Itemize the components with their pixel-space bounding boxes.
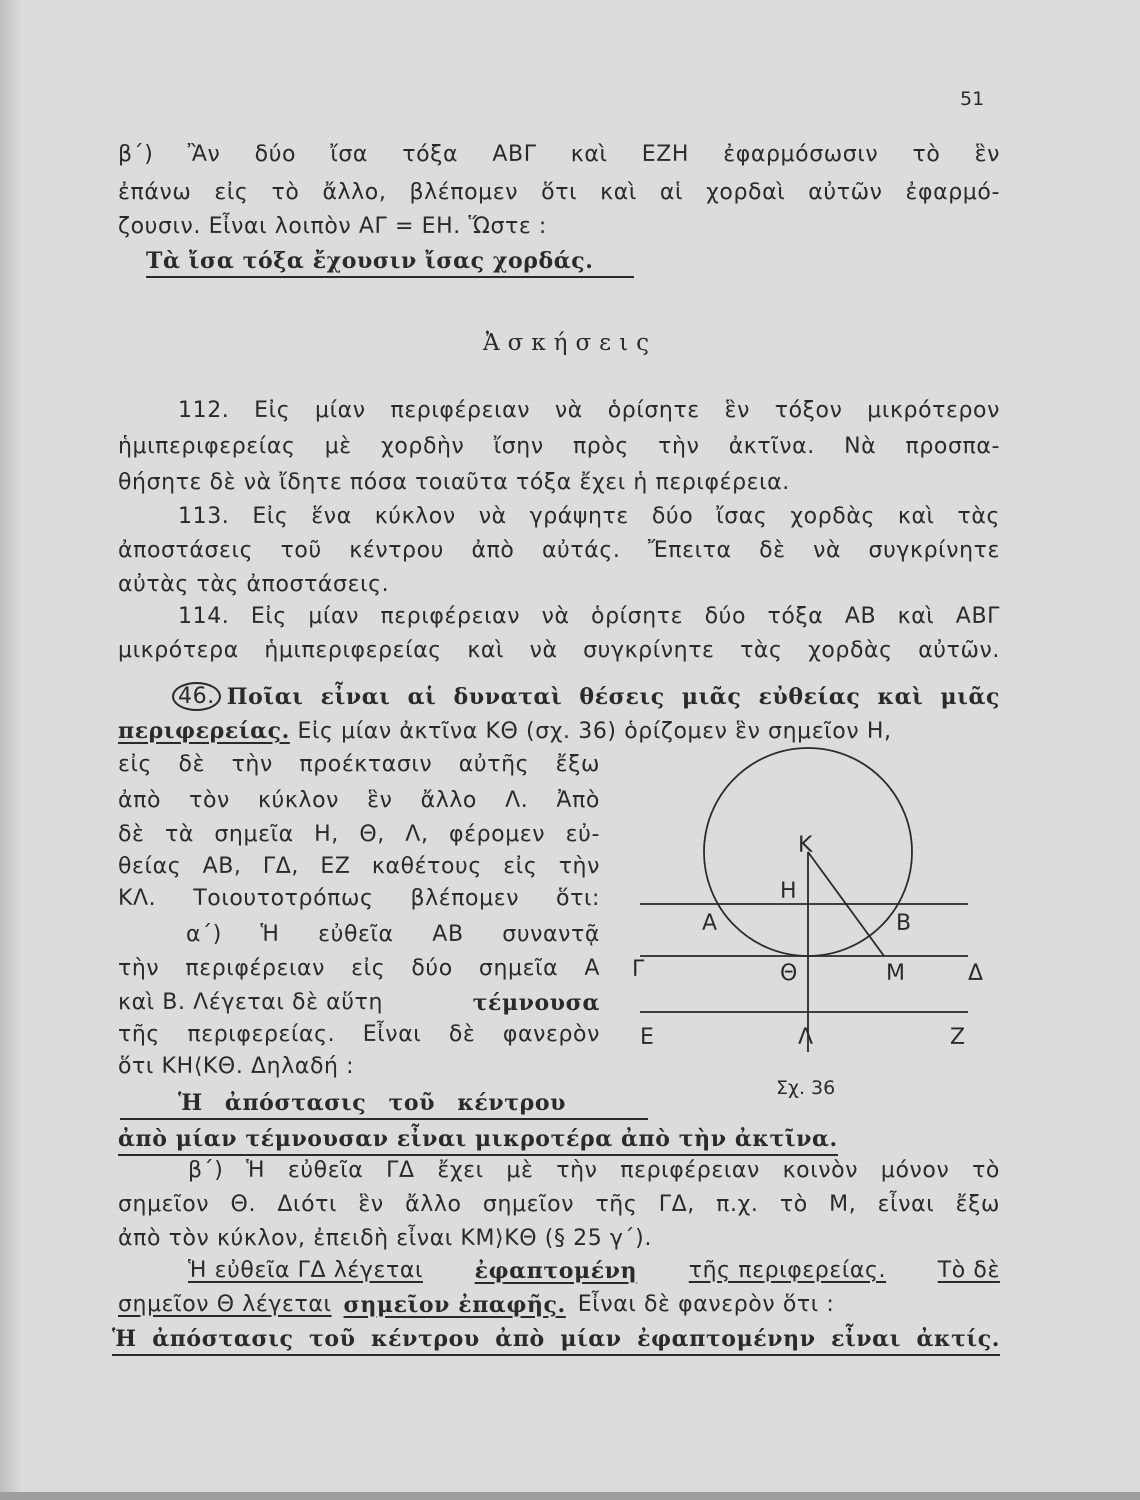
narrow-text-line: ἀπὸ τὸν κύκλον ἓν ἄλλο Λ. Ἀπὸ xyxy=(118,788,600,813)
label-H: Η xyxy=(780,879,797,904)
exercise-112-line: θήσητε δὲ νὰ ἴδητε πόσα τοιαῦτα τόξα ἔχει ἡ περιφέρεια. xyxy=(118,470,790,495)
text-segment: Τὸ δὲ xyxy=(937,1258,1000,1283)
page-edge-shadow xyxy=(0,0,22,1500)
section-46-title-text: Ποῖαι εἶναι αἱ δυναταὶ θέσεις μιᾶς εὐθείας καὶ μιᾶς xyxy=(226,683,1000,710)
label-B: Β xyxy=(896,911,912,936)
narrow-text-line: θείας ΑΒ, ΓΔ, ΕΖ καθέτους εἰς τὴν xyxy=(118,854,600,879)
section-number-46: 46. xyxy=(172,682,221,711)
rule-secant-distance: Ἡ ἀπόστασις τοῦ κέντρου xyxy=(120,1090,648,1120)
figure-caption: Σχ. 36 xyxy=(776,1077,836,1099)
narrow-text-line: τὴν περιφέρειαν εἰς δύο σημεῖα Α xyxy=(118,956,600,981)
exercise-114-line: μικρότερα ἡμιπεριφερείας καὶ νὰ συγκρίνητε τὰς χορδὰς αὐτῶν. xyxy=(118,638,1000,663)
narrow-text-line: ὅτι ΚΗ⟨ΚΘ. Δηλαδή : xyxy=(118,1054,355,1079)
term-point-of-contact: σημεῖον ἐπαφῆς. xyxy=(343,1292,566,1318)
exercise-113-line: 113. Εἰς ἕνα κύκλον νὰ γράψητε δύο ἴσας χορδὰς καὶ τὰς xyxy=(178,504,1000,529)
rule-secant-distance-cont: ἀπὸ μίαν τέμνουσαν εἶναι μικροτέρα ἀπὸ τὴν ἀκτῖνα. xyxy=(118,1126,838,1156)
section-heading-exercises: Ἀσκήσεις xyxy=(483,330,657,356)
section-46-text: Εἰς μίαν ἀκτῖνα ΚΘ (σχ. 36) ὁρίζομεν ἓν σημεῖον Η, xyxy=(297,719,892,744)
scan-bottom-edge xyxy=(0,1492,1140,1500)
term-secant: τέμνουσα xyxy=(472,990,600,1016)
exercise-112-line: 112. Εἰς μίαν περιφέρειαν νὰ ὁρίσητε ἓν τόξον μικρότερον xyxy=(178,398,1000,423)
beta-line: σημεῖον Θ. Διότι ἓν ἄλλο σημεῖον τῆς ΓΔ, π.χ. τὸ Μ, εἶναι ἔξω xyxy=(118,1192,1000,1217)
narrow-text-line: δὲ τὰ σημεῖα Η, Θ, Λ, φέρομεν εὐ- xyxy=(118,822,600,847)
narrow-text-line: τῆς περιφερείας. Εἶναι δὲ φανερὸν xyxy=(118,1022,600,1047)
narrow-text-line xyxy=(118,990,600,1016)
rule-tangent-distance: Ἡ ἀπόστασις τοῦ κέντρου ἀπὸ μίαν ἐφαπτομένην εἶναι ἀκτίς. xyxy=(112,1326,1000,1356)
exercise-113-line: αὐτὰς τὰς ἀποστάσεις. xyxy=(118,572,390,597)
text-line: β΄) Ἂν δύο ἴσα τόξα ΑΒΓ καὶ ΕΖΗ ἐφαρμόσωσιν τὸ ἓν xyxy=(118,142,1000,167)
exercise-114-line: 114. Εἰς μίαν περιφέρειαν νὰ ὁρίσητε δύο τόξα ΑΒ καὶ ΑΒΓ xyxy=(178,604,1000,629)
text-segment: τῆς περιφερείας. xyxy=(688,1258,887,1283)
tangent-line-2 xyxy=(118,1292,1000,1318)
tangent-line xyxy=(188,1258,1000,1284)
beta-line: β΄) Ἡ εὐθεῖα ΓΔ ἔχει μὲ τὴν περιφέρειαν κοινὸν μόνον τὸ xyxy=(188,1158,1000,1183)
label-Z: Ζ xyxy=(950,1025,966,1050)
text-line: ζουσιν. Εἶναι λοιπὸν ΑΓ = ΕΗ. Ὥστε : xyxy=(118,214,547,239)
label-G: Γ xyxy=(632,957,645,982)
section-46-title xyxy=(172,682,1000,711)
text-segment: Εἶναι δὲ φανερὸν ὅτι : xyxy=(577,1292,835,1317)
term-tangent: ἐφαπτομένη xyxy=(474,1258,638,1284)
exercise-113-line: ἀποστάσεις τοῦ κέντρου ἀπὸ αὐτάς. Ἔπειτα δὲ νὰ συγκρίνητε xyxy=(118,538,1000,563)
narrow-text-line: ΚΛ. Τοιουτοτρόπως βλέπομεν ὅτι: xyxy=(118,886,600,911)
text-segment: καὶ Β. Λέγεται δὲ αὕτη xyxy=(118,990,383,1015)
narrow-text-line: α΄) Ἡ εὐθεῖα ΑΒ συναντᾷ xyxy=(186,922,600,947)
text-segment: Ἡ εὐθεῖα ΓΔ λέγεται xyxy=(188,1258,423,1283)
figure-36 xyxy=(600,740,1020,1110)
label-Th: Θ xyxy=(780,961,798,986)
text-line: ἐπάνω εἰς τὸ ἄλλο, βλέπομεν ὅτι καὶ αἱ χορδαὶ αὐτῶν ἐφαρμό- xyxy=(118,180,1000,205)
page-number: 51 xyxy=(960,88,985,110)
label-L: Λ xyxy=(798,1025,814,1050)
label-E: Ε xyxy=(640,1025,654,1050)
label-A: Α xyxy=(702,911,718,936)
text-segment: σημεῖον Θ λέγεται xyxy=(118,1292,332,1317)
exercise-112-line: ἡμιπεριφερείας μὲ χορδὴν ἴσην πρὸς τὴν ἀκτῖνα. Νὰ προσπα- xyxy=(118,434,1000,459)
label-D: Δ xyxy=(968,961,984,986)
rule-equal-arcs: Τὰ ἴσα τόξα ἔχουσιν ἴσας χορδάς. xyxy=(146,248,634,278)
beta-line: ἀπὸ τὸν κύκλον, ἐπειδὴ εἶναι ΚΜ⟩ΚΘ (§ 25 γ΄). xyxy=(118,1226,652,1251)
label-M: Μ xyxy=(886,961,905,986)
section-46-title-cont: περιφερείας. xyxy=(118,718,290,744)
narrow-text-line: εἰς δὲ τὴν προέκτασιν αὐτῆς ἔξω xyxy=(118,752,600,777)
label-K: Κ xyxy=(798,833,813,858)
